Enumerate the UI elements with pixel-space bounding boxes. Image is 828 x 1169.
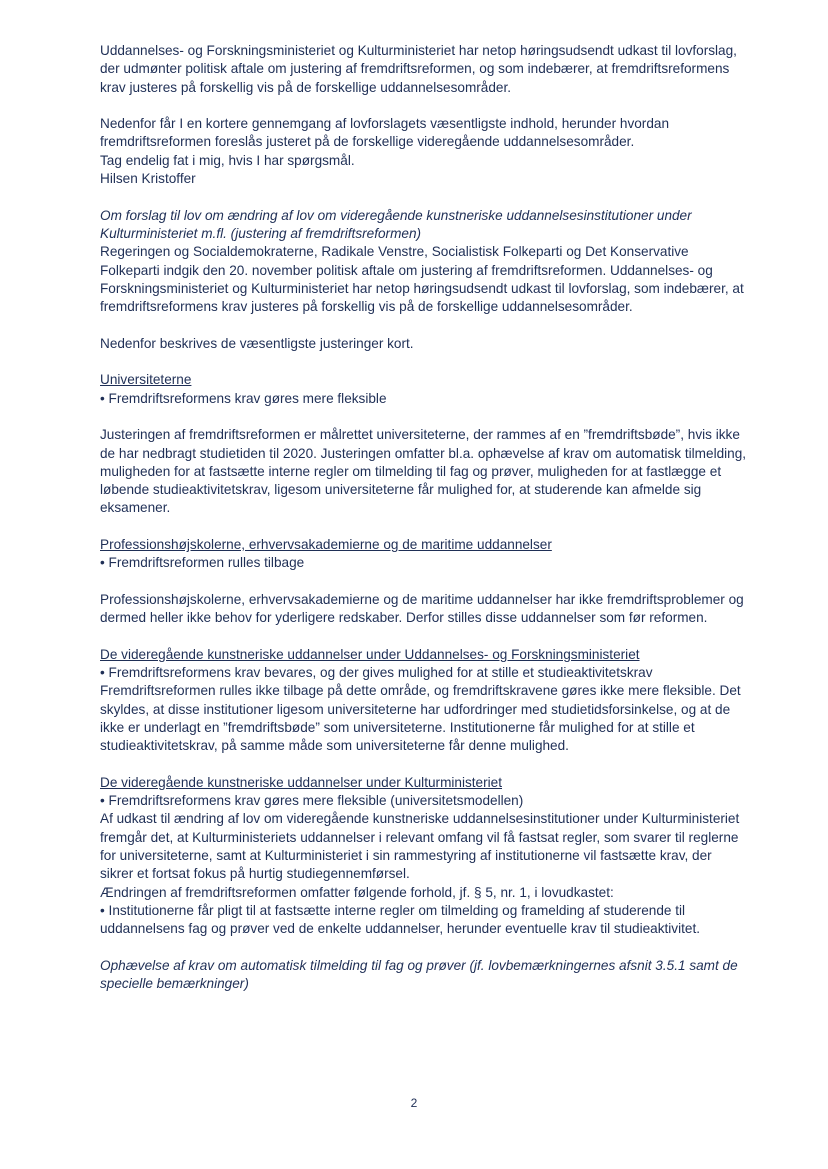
arts-kum-body-1: Af udkast til ændring af lov om videregående kunstneriske uddannelsesinstitutioner under Kulturministeriet fremgår det, at Kulturministeriets uddannelser i relevant omfang vil få fastsat regler, som svarer til reglerne for universiteterne, samt at Kulturministeriet i sin rammestyring af institutionerne vil fastsætte krav, der sikrer et fortsat fokus på hurtig studiegennemførsel.	[100, 811, 740, 882]
arts-kum-bullet: • Fremdriftsreformens krav gøres mere fleksible (universitetsmodellen)	[100, 793, 524, 809]
intro-signature: Hilsen Kristoffer	[100, 171, 196, 187]
universities-section	[100, 371, 748, 408]
summary-text: Nedenfor beskrives de væsentligste justeringer kort.	[100, 335, 414, 351]
arts-ufm-heading: De videregående kunstneriske uddannelser under Uddannelses- og Forskningsministeriet	[100, 646, 640, 662]
arts-kum-heading: De videregående kunstneriske uddannelser under Kulturministeriet	[100, 774, 503, 790]
bill-section	[100, 207, 748, 317]
arts-kum-bullet-2: • Institutionerne får pligt til at fastsætte interne regler om tilmelding og framelding af studerende til uddannelsens fag og prøver ved de enkelte uddannelser, herunder eventuelle krav til studieaktivitet.	[100, 902, 701, 937]
professional-bullet: • Fremdriftsreformen rulles tilbage	[100, 555, 305, 571]
professional-section	[100, 536, 748, 573]
arts-kum-section	[100, 774, 748, 939]
bill-title: Om forslag til lov om ændring af lov om videregående kunstneriske uddannelsesinstitutioner under Kulturministeriet m.fl. (justering af fremdriftsreformen)	[100, 207, 692, 241]
professional-body: Professionshøjskolerne, erhvervsakademierne og de maritime uddannelser har ikke fremdriftsproblemer og dermed heller ikke behov for yderligere redskaber. Derfor stilles disse uddannelser som før reformen.	[100, 591, 744, 626]
arts-ufm-bullet: • Fremdriftsreformens krav bevares, og der gives mulighed for at stille et studieaktivitetskrav	[100, 665, 653, 681]
universities-heading: Universiteterne	[100, 372, 192, 388]
universities-body-paragraph	[100, 426, 748, 517]
professional-body-paragraph	[100, 591, 748, 628]
intro-contact-text: Tag endelig fat i mig, hvis I har spørgsmål.	[100, 152, 355, 168]
universities-bullet: • Fremdriftsreformens krav gøres mere fleksible	[100, 390, 387, 406]
professional-heading: Professionshøjskolerne, erhvervsakademierne og de maritime uddannelser	[100, 537, 552, 553]
page-number: 2	[410, 1096, 418, 1110]
final-heading: Ophævelse af krav om automatisk tilmelding til fag og prøver (jf. lovbemærkningernes afsnit 3.5.1 samt de specielle bemærkninger)	[100, 957, 738, 992]
arts-ufm-body: Fremdriftsreformen rulles ikke tilbage på dette område, og fremdriftskravene gøres ikke mere fleksible. Det skyldes, at disse institutioner ligesom universiteterne har udfordringer med studietidsforsinkelse, og at de ikke er underlagt en ”fremdriftsbøde” som universiteterne. Institutionerne får mulighed for at stille et studieaktivitetskrav, på samme måde som universiteterne får denne mulighed.	[100, 683, 741, 754]
intro-overview-text: Nedenfor får I en kortere gennemgang af lovforslagets væsentligste indhold, herunder hvordan fremdriftsreformen foreslås justeret på de forskellige videregående uddannelsesområder.	[100, 116, 670, 150]
summary-paragraph	[100, 335, 748, 353]
bill-body: Regeringen og Socialdemokraterne, Radikale Venstre, Socialistisk Folkeparti og Det Konservative Folkeparti indgik den 20. november politisk aftale om justering af fremdriftsreformen. Uddannelses- og Forskningsministeriet og Kulturministeriet har netop høringsudsendt udkast til lovforslag, som indebærer, at fremdriftsreformens krav justeres på forskellig vis på de forskellige uddannelsesområder.	[100, 244, 744, 315]
intro-paragraph-1	[100, 42, 748, 97]
arts-kum-body-2: Ændringen af fremdriftsreformen omfatter følgende forhold, jf. § 5, nr. 1, i lovudkastet:	[100, 884, 614, 900]
universities-body: Justeringen af fremdriftsreformen er målrettet universiteterne, der rammes af en ”fremdriftsbøde”, hvis ikke de har nedbragt studietiden til 2020. Justeringen omfatter bl.a. ophævelse af krav om automatisk tilmelding, muligheden for at fastsætte interne regler om tilmelding til fag og prøver, muligheden for at fastlægge et løbende studieaktivitetskrav, ligesom universiteterne får mulighed for, at studerende kan afmelde sig eksamener.	[100, 427, 747, 516]
arts-ufm-section	[100, 646, 748, 756]
intro-text: Uddannelses- og Forskningsministeriet og Kulturministeriet har netop høringsudsendt udkast til lovforslag, der udmønter politisk aftale om justering af fremdriftsreformen, og som indebærer, at fremdriftsreformens krav justeres på forskellig vis på de forskellige uddannelsesområder.	[100, 43, 737, 95]
final-heading-section	[100, 957, 748, 994]
intro-paragraph-2	[100, 115, 748, 188]
